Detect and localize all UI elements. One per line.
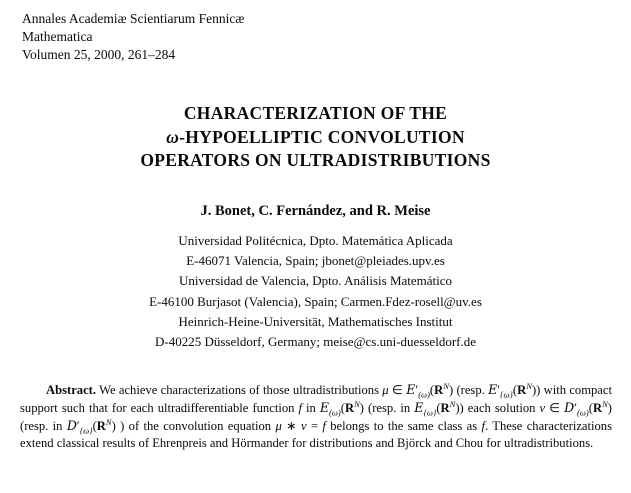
title-line-2: ω-HYPOELLIPTIC CONVOLUTION <box>166 126 465 147</box>
journal-header <box>22 10 244 64</box>
journal-series: Mathematica <box>22 29 93 44</box>
title-line-3: OPERATORS ON ULTRADISTRIBUTIONS <box>140 150 491 170</box>
abstract-paragraph: Abstract. We achieve characterizations of those ultradistributions μ ∈ $E'_{(\omega)}(R^N)$ (resp. $E'_{\{\omega\}}(R^N)$) with compact support such that for each ultradifferentiable function f in $E_{(\omega)}(R^N)$ (resp. in $E_{\{\omega\}}(R^N)$) each solution ν ∈ $D'_{(\omega)}(R^N)$ (resp. in $D'_{\{\omega\}}(R^N)$ ) of the convolution equation μ ∗ ν = f belongs to the same class as f. These characterizations extend classical results of Ehrenpreis and Hörmander for distributions and Björck and Chou for ultradistributions. <box>20 380 612 450</box>
paper-title <box>0 102 631 173</box>
affiliations-block <box>0 231 631 352</box>
authors-line: J. Bonet, C. Fernández, and R. Meise <box>200 203 431 219</box>
affiliation-line: E-46100 Burjasot (Valencia), Spain; Carmen.Fdez-rosell@uv.es <box>149 293 482 309</box>
title-line-1: CHARACTERIZATION OF THE <box>183 103 448 123</box>
affiliation-line: Universidad Politécnica, Dpto. Matemática Aplicada <box>178 233 453 248</box>
journal-name: Annales Academiæ Scientiarum Fennicæ <box>22 11 245 26</box>
journal-volume-pages: Volumen 25, 2000, 261–284 <box>22 47 176 62</box>
affiliation-line: E-46071 Valencia, Spain; jbonet@pleiades.upv.es <box>186 253 445 269</box>
affiliation-line: Universidad de Valencia, Dpto. Análisis Matemático <box>178 273 453 289</box>
affiliation-line: D-40225 Düsseldorf, Germany; meise@cs.uni-duesseldorf.de <box>154 334 476 350</box>
affiliation-line: Heinrich-Heine-Universität, Mathematisches Institut <box>178 313 453 329</box>
